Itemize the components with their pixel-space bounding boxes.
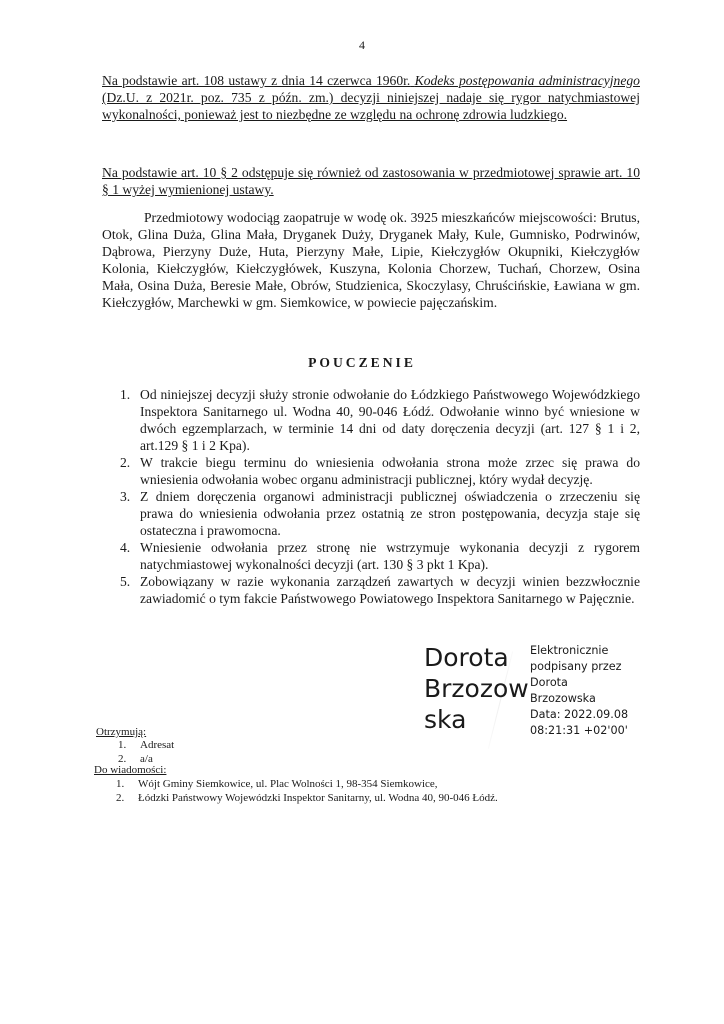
paragraph-rygor-kpa-title: Kodeks postępowania administracyjnego [414, 73, 640, 88]
pouczenie-item-text: Zobowiązany w razie wykonania zarządzeń zawartych w decyzji winien bezzwłocznie zawiadomić o tym fakcie Państwowego Powiatowego Inspektora Sanitarnego w Pajęcznie. [140, 574, 640, 606]
pouczenie-title: POUCZENIE [308, 355, 416, 370]
list-item [116, 777, 498, 791]
do-wiadomosci-label: Do wiadomości: [94, 764, 167, 776]
paragraph-rygor [102, 72, 640, 123]
pouczenie-list [112, 386, 640, 607]
pouczenie-item-number: 1. [120, 387, 131, 402]
list-item-text: Adresat [140, 739, 175, 751]
pouczenie-item-text: W trakcie biegu terminu do wniesienia odwołania strona może zrzec się prawa do wniesienia odwołania wobec organu administracji publicznej, który wydał decyzję. [140, 455, 640, 487]
signature-name: Dorota Brzozowska [424, 643, 529, 734]
pouczenie-item-text: Z dniem doręczenia organowi administracji publicznej oświadczenia o zrzeczeniu się prawa do wniesienia odwołania przez ostatnią ze stron postępowania, decyzja staje się ostateczna i prawomocna. [140, 489, 640, 538]
signature-line: Brzozowska [530, 692, 596, 705]
pouczenie-item-number: 3. [120, 489, 131, 504]
list-item-text: a/a [140, 753, 153, 765]
otrzymuja-label: Otrzymują: [96, 726, 147, 738]
list-item [118, 738, 174, 752]
page-number: 4 [359, 38, 365, 52]
signature-details [530, 643, 650, 739]
pouczenie-item-text: Wniesienie odwołania przez stronę nie wstrzymuje wykonania decyzji z rygorem natychmiastowej wykonalności decyzji (art. 130 § 3 pkt 1 Kpa). [140, 540, 640, 572]
paragraph-wodociag: Przedmiotowy wodociąg zaopatruje w wodę ok. 3925 mieszkańców miejscowości: Brutus, Otok, Glina Duża, Glina Mała, Dryganek Duży, Dryganek Mały, Kule, Gumnisko, Podrwinów, Dąbrowa, Pierzyny Duże, Huta, Pierzyny Małe, Lipie, Kiełczygłów Okupniki, Kiełczygłów Kolonia, Kiełczygłów, Kiełczygłówek, Kuszyna, Kolonia Chorzew, Tuchań, Chorzew, Osina Mała, Osina Duża, Beresie Małe, Obrów, Studzienica, Skoczylasy, Chruścińskie, Ławiana w gm. Kiełczygłów, Marchewki w gm. Siemkowice, w powiecie pajęczańskim. [102, 210, 640, 310]
pouczenie-item [112, 488, 640, 539]
signature-line: Elektronicznie [530, 644, 609, 657]
list-item-number: 1. [118, 739, 127, 751]
signature-line: podpisany przez [530, 660, 622, 673]
paragraph-rygor-rest: (Dz.U. z 2021r. poz. 735 z późn. zm.) decyzji niniejszej nadaje się rygor natychmiastowej wykonalności, ponieważ jest to niezbędne ze względu na ochronę zdrowia ludzkiego. [102, 90, 640, 122]
pouczenie-item-number: 4. [120, 540, 131, 555]
signature-line: 08:21:31 +02'00' [530, 724, 628, 737]
paragraph-art10: Na podstawie art. 10 § 2 odstępuje się również od zastosowania w przedmiotowej sprawie art. 10 § 1 wyżej wymienionej ustawy. [102, 165, 640, 197]
list-item-text: Wójt Gminy Siemkowice, ul. Plac Wolności 1, 98-354 Siemkowice, [138, 778, 438, 790]
pouczenie-item-number: 2. [120, 455, 131, 470]
pouczenie-item-text: Od niniejszej decyzji służy stronie odwołanie do Łódzkiego Państwowego Wojewódzkiego Inspektora Sanitarnego ul. Wodna 40, 90-046 Łódź. Odwołanie winno być wniesione w dwóch egzemplarzach, w terminie 14 dni od daty doręczenia decyzji (art. 127 § 1 i 2, art.129 § 1 i 2 Kpa). [140, 387, 640, 453]
signature-line: Data: 2022.09.08 [530, 708, 629, 721]
list-item-number: 2. [116, 792, 125, 804]
list-item [116, 791, 498, 805]
pouczenie-item [112, 573, 640, 607]
pouczenie-item [112, 386, 640, 454]
pouczenie-item [112, 539, 640, 573]
list-item-text: Łódzki Państwowy Wojewódzki Inspektor Sanitarny, ul. Wodna 40, 90-046 Łódź. [138, 792, 498, 804]
paragraph-rygor-lead: Na podstawie art. 108 ustawy z dnia 14 czerwca 1960r. [102, 73, 411, 88]
list-item-number: 1. [116, 778, 125, 790]
list-item-number: 2. [118, 753, 127, 765]
signature-line: Dorota [530, 676, 568, 689]
pouczenie-item [112, 454, 640, 488]
do-wiadomosci-list [116, 777, 498, 805]
otrzymuja-list [118, 738, 174, 766]
pouczenie-item-number: 5. [120, 574, 131, 589]
